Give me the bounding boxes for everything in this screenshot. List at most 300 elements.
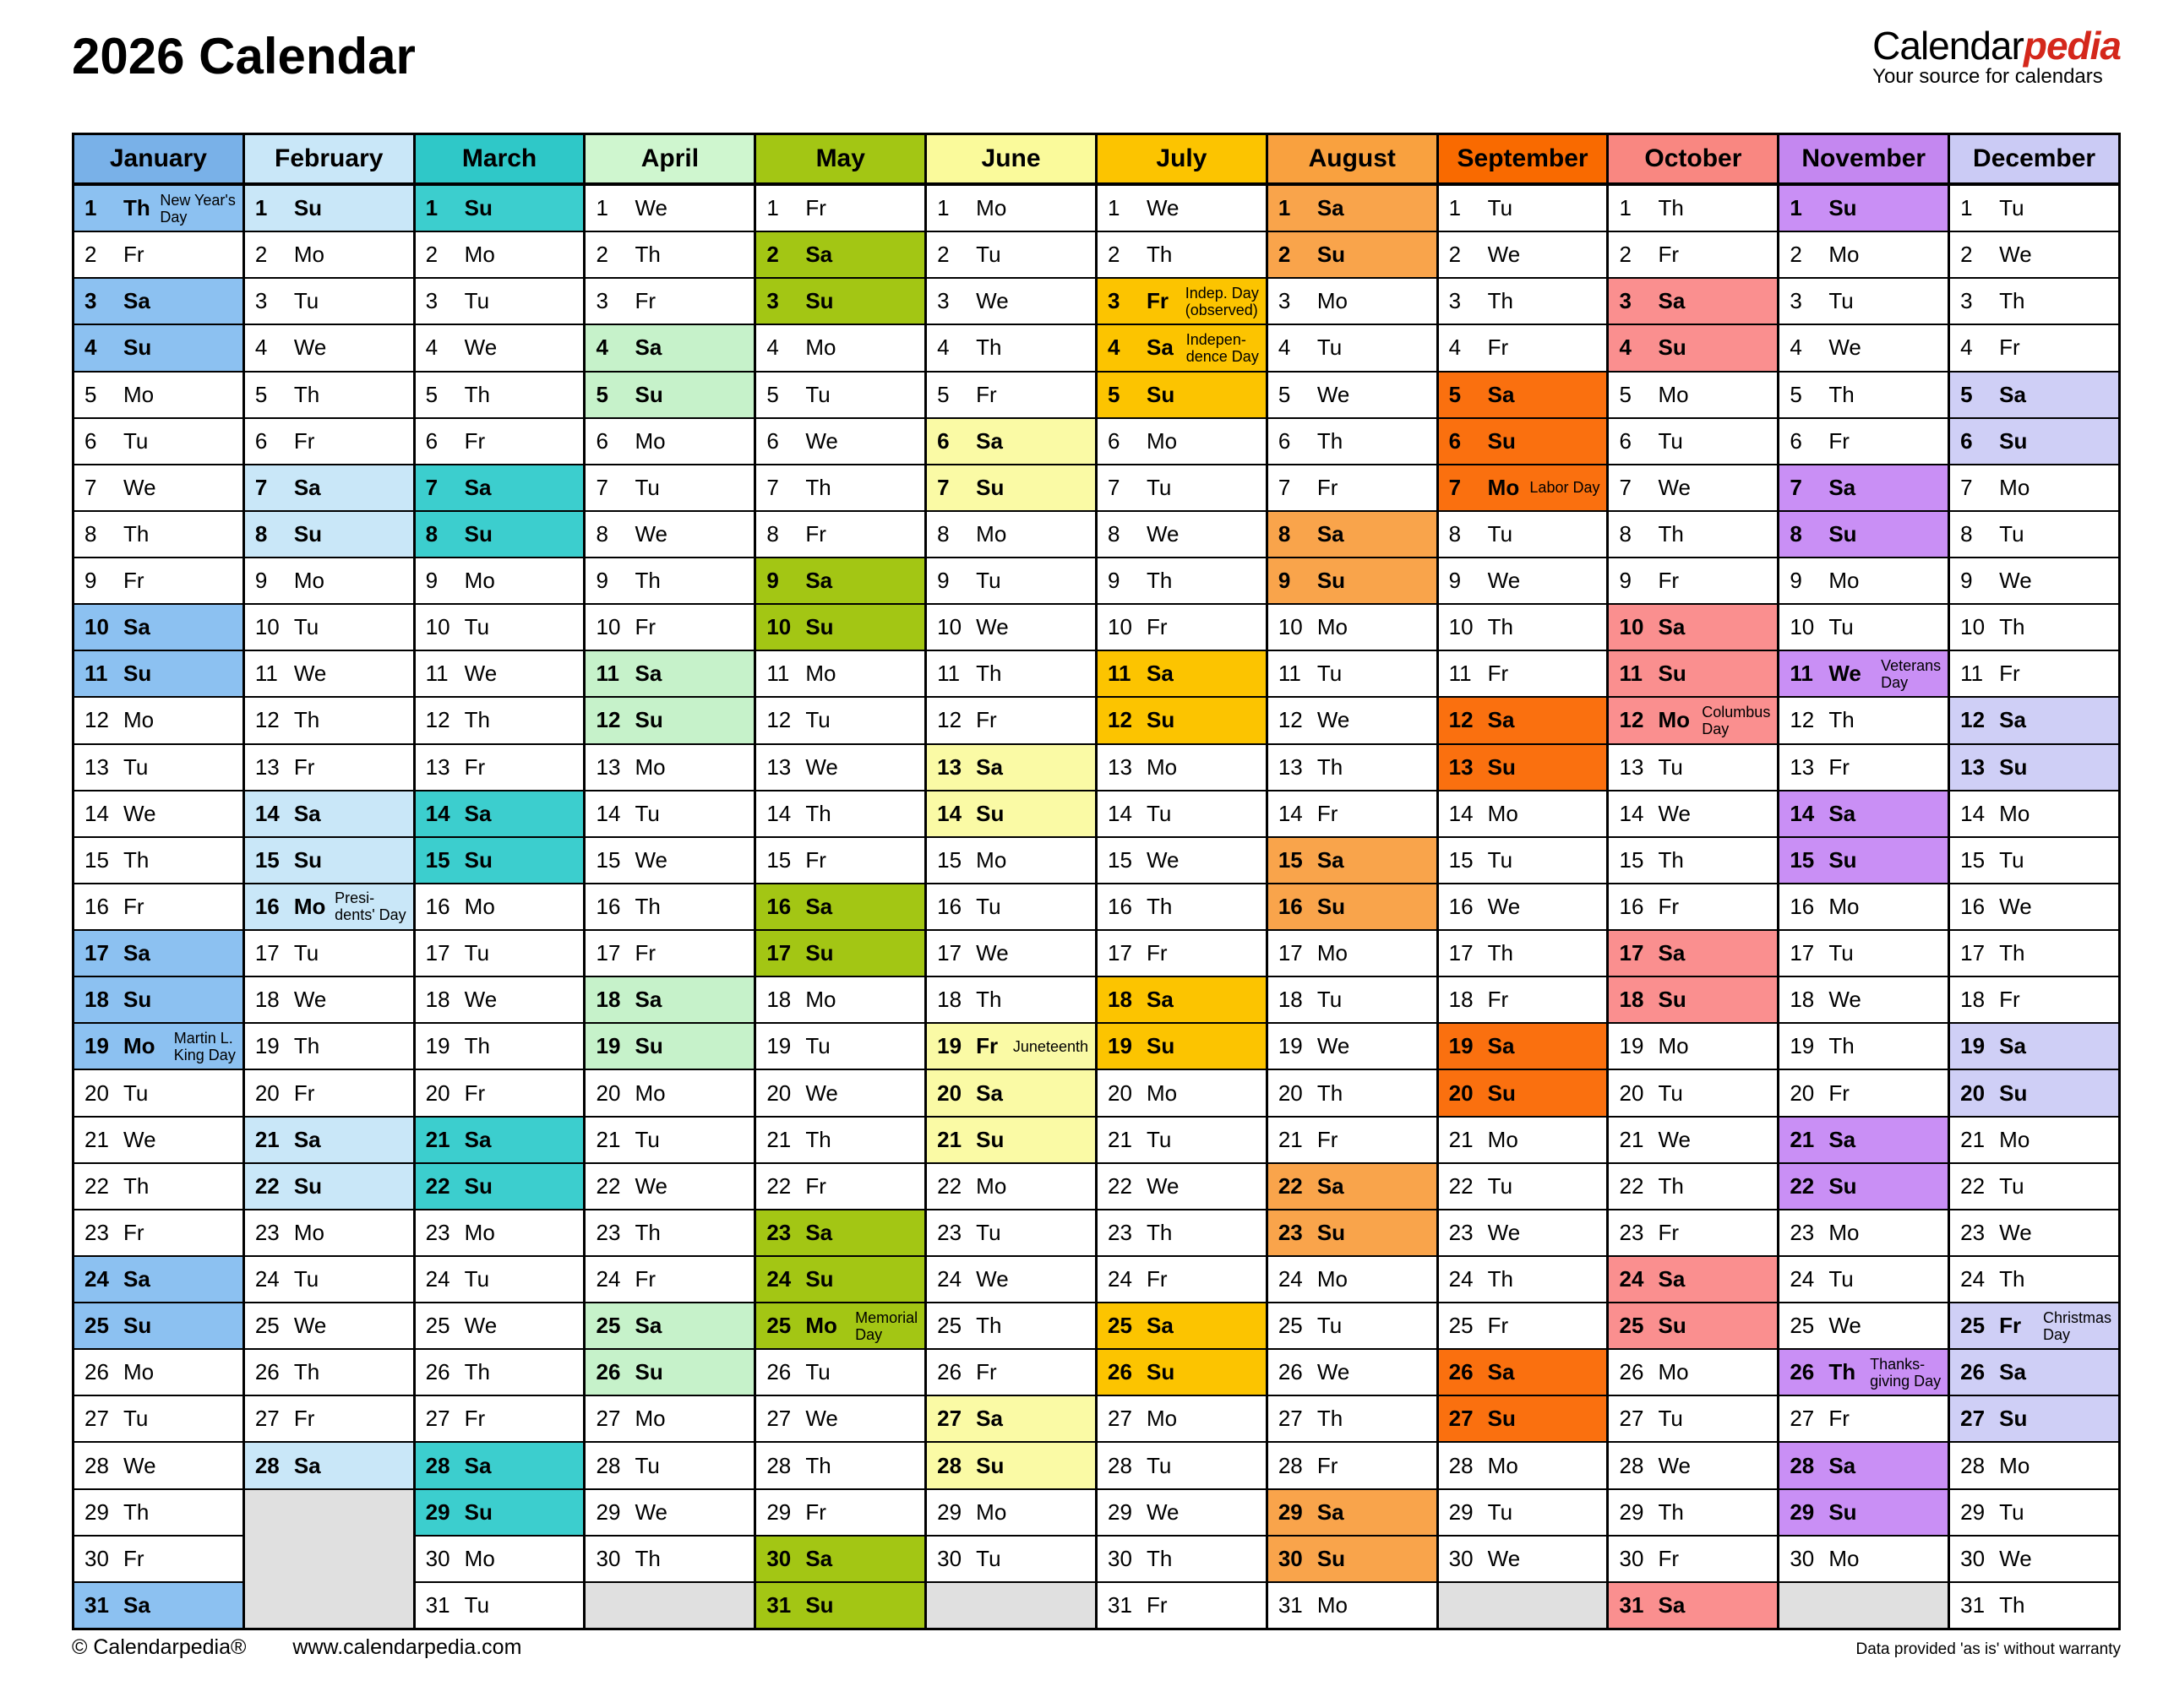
day-number: 4 [1448,335,1462,361]
day-cell-september-19 [1439,1024,1607,1069]
day-cell-april-8 [586,512,754,557]
day-weekday: Th [805,1452,831,1478]
day-cell-june-27 [927,1396,1095,1441]
day-weekday: We [1487,1219,1521,1245]
day-number: 15 [1278,846,1303,873]
day-cell-july-13 [1098,745,1266,790]
day-weekday: We [1999,893,2032,919]
day-cell-september-10 [1439,605,1607,650]
holiday-note: Veterans Day [1881,656,1942,691]
day-cell-january-8 [74,512,242,557]
day-number: 26 [1278,1359,1303,1385]
day-number: 13 [937,753,962,780]
day-number: 18 [254,987,280,1013]
day-cell-april-24 [586,1257,754,1302]
day-weekday: Th [635,242,661,268]
day-cell-december-14 [1950,791,2118,836]
day-weekday: Fr [293,753,315,780]
day-cell-november-29 [1779,1490,1948,1535]
day-number: 5 [766,381,779,407]
day-weekday: Su [805,288,834,314]
day-weekday: Fr [293,1080,315,1106]
day-weekday: Fr [976,707,997,733]
day-number: 1 [1619,195,1632,221]
day-number: 30 [425,1545,450,1571]
day-number: 3 [766,288,779,314]
day-cell-january-2 [74,232,242,277]
day-cell-january-9 [74,558,242,603]
day-number: 10 [596,614,621,640]
day-number: 22 [1960,1172,1986,1199]
day-number: 9 [1619,568,1632,594]
logo-part-pedia: pedia [2023,24,2121,68]
day-weekday: Tu [293,614,319,640]
day-cell-february-11 [245,651,413,696]
day-cell-march-24 [416,1257,584,1302]
day-number: 22 [84,1172,109,1199]
day-number: 29 [1107,1499,1132,1525]
day-weekday: Sa [464,1452,492,1478]
day-cell-december-6 [1950,419,2118,464]
day-weekday: We [805,753,838,780]
day-weekday: Mo [1316,614,1348,640]
day-cell-january-27 [74,1396,242,1441]
day-cell-november-3 [1779,279,1948,324]
day-cell-september-14 [1439,791,1607,836]
day-cell-september-23 [1439,1210,1607,1255]
day-cell-july-24 [1098,1257,1266,1302]
day-number: 24 [1107,1266,1132,1292]
day-cell-november-2 [1779,232,1948,277]
holiday-note: Indepen- dence Day [1185,330,1259,365]
day-weekday: Tu [976,568,1001,594]
day-number: 21 [766,1126,792,1152]
day-cell-february-14 [245,791,413,836]
day-weekday: Th [1487,614,1513,640]
day-weekday: Th [293,1033,320,1059]
day-weekday: Fr [123,568,144,594]
day-number: 23 [1278,1219,1303,1245]
month-header-october: October [1609,135,1777,184]
day-weekday: Sa [1316,1172,1344,1199]
day-number: 23 [1107,1219,1132,1245]
day-number: 1 [937,195,950,221]
day-number: 25 [596,1313,621,1339]
day-cell-august-15 [1268,838,1436,883]
day-weekday: Sa [123,1591,150,1618]
day-number: 11 [1619,661,1643,687]
day-weekday: Sa [1316,846,1344,873]
day-weekday: We [1487,242,1521,268]
day-cell-july-21 [1098,1118,1266,1162]
day-number: 18 [1960,987,1986,1013]
day-cell-august-29 [1268,1490,1436,1535]
day-cell-november-11 [1779,651,1948,696]
day-weekday: We [1658,474,1692,500]
day-number: 5 [937,381,950,407]
day-number: 2 [937,242,950,268]
day-number: 3 [596,288,608,314]
day-weekday: Su [1999,1080,2028,1106]
day-number: 21 [254,1126,280,1152]
day-cell-october-12 [1609,698,1777,742]
day-weekday: Fr [805,1172,826,1199]
day-number: 24 [937,1266,962,1292]
day-weekday: Sa [464,474,492,500]
day-cell-may-22 [756,1164,924,1209]
day-cell-october-18 [1609,977,1777,1022]
day-number: 15 [254,846,280,873]
day-cell-june-29 [927,1490,1095,1535]
day-number: 9 [937,568,950,594]
day-weekday: Mo [1146,1080,1178,1106]
day-cell-october-29 [1609,1490,1777,1535]
day-number: 4 [84,335,97,361]
day-number: 17 [937,940,962,966]
day-cell-january-21 [74,1118,242,1162]
day-weekday: Sa [635,1313,662,1339]
day-weekday: We [635,1172,668,1199]
day-cell-june-14 [927,791,1095,836]
day-weekday: Th [1999,614,2025,640]
day-cell-october-16 [1609,884,1777,929]
day-number: 25 [84,1313,109,1339]
day-weekday: We [1316,1359,1350,1385]
day-number: 13 [84,753,109,780]
day-cell-april-20 [586,1070,754,1115]
day-number: 17 [766,940,792,966]
day-number: 10 [84,614,109,640]
day-cell-april-1 [586,186,754,231]
day-number: 3 [425,288,439,314]
day-weekday: Tu [1828,288,1854,314]
day-number: 22 [1107,1172,1132,1199]
day-cell-june-21 [927,1118,1095,1162]
day-weekday: Sa [1828,1452,1856,1478]
filler-cell-june [927,1583,1095,1628]
day-cell-december-28 [1950,1443,2118,1488]
day-number: 25 [1960,1313,1986,1339]
day-weekday: Fr [464,1406,486,1432]
day-weekday: We [1487,568,1521,594]
filler-cell-february [245,1490,413,1628]
day-cell-october-7 [1609,465,1777,510]
day-weekday: Tu [1146,1126,1172,1152]
day-weekday: Th [635,1219,661,1245]
day-number: 12 [1790,707,1815,733]
day-number: 23 [425,1219,450,1245]
day-weekday: Su [976,1452,1005,1478]
day-cell-february-1 [245,186,413,231]
day-weekday: Fr [805,846,826,873]
day-weekday: Tu [1487,846,1513,873]
disclaimer-text: Data provided 'as is' without warranty [1855,1640,2121,1658]
day-weekday: Th [1487,288,1513,314]
day-cell-september-27 [1439,1396,1607,1441]
day-weekday: Th [1828,707,1855,733]
day-cell-july-28 [1098,1443,1266,1488]
day-weekday: Tu [1146,474,1172,500]
day-number: 30 [1960,1545,1986,1571]
day-number: 20 [1790,1080,1815,1106]
day-number: 2 [1960,242,1973,268]
day-cell-december-23 [1950,1210,2118,1255]
day-cell-december-20 [1950,1070,2118,1115]
day-weekday: Tu [293,288,319,314]
filler-cell-november [1779,1583,1948,1628]
day-number: 27 [1278,1406,1303,1432]
day-weekday: Tu [123,1080,149,1106]
day-cell-september-24 [1439,1257,1607,1302]
day-weekday: Th [635,1545,661,1571]
day-cell-april-10 [586,605,754,650]
day-number: 23 [766,1219,792,1245]
day-cell-march-30 [416,1537,584,1581]
day-cell-november-30 [1779,1537,1948,1581]
day-cell-may-6 [756,419,924,464]
day-weekday: Mo [123,381,155,407]
copyright-text: © Calendarpedia® [72,1635,247,1659]
day-weekday: Th [293,1359,320,1385]
day-number: 26 [1790,1359,1815,1385]
day-cell-january-1 [74,186,242,231]
day-cell-july-7 [1098,465,1266,510]
day-weekday: Tu [464,1266,490,1292]
day-weekday: Mo [635,1406,666,1432]
day-number: 8 [937,520,950,547]
day-weekday: Th [1146,242,1173,268]
day-cell-april-4 [586,325,754,370]
day-cell-june-5 [927,373,1095,417]
day-cell-january-20 [74,1070,242,1115]
day-weekday: Su [464,1499,493,1525]
day-cell-august-27 [1268,1396,1436,1441]
day-weekday: Th [1658,1172,1684,1199]
day-cell-december-11 [1950,651,2118,696]
day-number: 7 [254,474,268,500]
day-number: 27 [1107,1406,1132,1432]
month-header-august: August [1268,135,1436,184]
day-cell-november-21 [1779,1118,1948,1162]
day-weekday: Tu [805,1359,831,1385]
day-weekday: Su [1146,381,1175,407]
day-cell-june-12 [927,698,1095,742]
day-weekday: Su [1828,195,1857,221]
day-cell-december-2 [1950,232,2118,277]
day-weekday: Sa [464,1126,492,1152]
day-weekday: Th [976,1313,1002,1339]
day-cell-november-1 [1779,186,1948,231]
day-cell-june-24 [927,1257,1095,1302]
top-bar [72,14,2121,88]
day-number: 5 [1278,381,1291,407]
day-cell-december-8 [1950,512,2118,557]
day-cell-february-4 [245,325,413,370]
day-number: 5 [1619,381,1632,407]
day-weekday: Tu [635,800,660,826]
day-cell-march-3 [416,279,584,324]
day-number: 25 [254,1313,280,1339]
day-weekday: Fr [1316,1126,1338,1152]
day-weekday: Fr [1146,940,1168,966]
day-number: 8 [596,520,608,547]
day-weekday: Th [1487,1266,1513,1292]
day-cell-may-24 [756,1257,924,1302]
day-weekday: Tu [1316,335,1343,361]
day-number: 31 [84,1591,109,1618]
day-weekday: Su [464,1172,493,1199]
day-number: 24 [1619,1266,1644,1292]
day-weekday: Mo [1316,288,1348,314]
day-number: 29 [596,1499,621,1525]
day-weekday: Sa [635,987,662,1013]
day-weekday: Mo [976,520,1007,547]
day-cell-august-5 [1268,373,1436,417]
day-cell-july-23 [1098,1210,1266,1255]
day-number: 13 [425,753,450,780]
day-weekday: We [1999,242,2032,268]
day-cell-january-26 [74,1350,242,1395]
day-number: 15 [1107,846,1132,873]
day-number: 1 [1790,195,1802,221]
day-number: 22 [1278,1172,1303,1199]
day-weekday: Su [976,474,1005,500]
day-weekday: Sa [1487,1359,1515,1385]
day-cell-march-22 [416,1164,584,1209]
day-weekday: We [1999,568,2032,594]
day-number: 12 [1619,707,1644,733]
day-cell-september-30 [1439,1537,1607,1581]
day-cell-december-21 [1950,1118,2118,1162]
day-weekday: Mo [1999,800,2030,826]
day-cell-june-18 [927,977,1095,1022]
day-number: 24 [254,1266,280,1292]
month-header-september: September [1439,135,1607,184]
day-number: 13 [254,753,280,780]
day-weekday: We [293,1313,327,1339]
day-weekday: Su [123,335,152,361]
day-number: 3 [1960,288,1973,314]
day-number: 17 [596,940,621,966]
day-weekday: Th [1146,893,1173,919]
holiday-note: Memorial Day [855,1308,918,1343]
day-cell-june-3 [927,279,1095,324]
day-cell-march-9 [416,558,584,603]
day-weekday: We [805,427,838,454]
day-number: 27 [596,1406,621,1432]
day-number: 4 [1790,335,1802,361]
day-cell-january-11 [74,651,242,696]
day-number: 6 [1960,427,1973,454]
day-cell-july-14 [1098,791,1266,836]
day-cell-december-27 [1950,1396,2118,1441]
day-number: 22 [1790,1172,1815,1199]
day-weekday: Mo [1828,568,1860,594]
day-cell-october-24 [1609,1257,1777,1302]
day-cell-may-28 [756,1443,924,1488]
day-weekday: Mo [1828,1219,1860,1245]
day-cell-november-25 [1779,1303,1948,1348]
day-weekday: Tu [1487,195,1513,221]
day-cell-february-20 [245,1070,413,1115]
day-number: 22 [1619,1172,1644,1199]
day-number: 23 [1619,1219,1644,1245]
day-weekday: Mo [464,568,495,594]
day-number: 19 [1278,1033,1303,1059]
day-cell-march-11 [416,651,584,696]
day-weekday: Th [1146,1219,1173,1245]
day-weekday: Tu [1828,940,1854,966]
day-weekday: Th [976,335,1002,361]
day-number: 19 [1107,1033,1132,1059]
day-cell-september-4 [1439,325,1607,370]
day-cell-july-2 [1098,232,1266,277]
website-text: www.calendarpedia.com [292,1635,522,1659]
day-weekday: We [1316,1033,1350,1059]
day-weekday: Sa [1999,381,2026,407]
day-weekday: Su [293,1172,323,1199]
day-number: 30 [1448,1545,1474,1571]
day-number: 7 [1107,474,1120,500]
day-cell-august-31 [1268,1583,1436,1628]
day-number: 3 [937,288,950,314]
day-weekday: Su [805,1591,834,1618]
day-number: 11 [937,661,961,687]
day-number: 12 [1960,707,1986,733]
day-number: 17 [1790,940,1815,966]
day-weekday: Su [1487,1406,1516,1432]
day-number: 15 [1960,846,1986,873]
day-weekday: Th [1828,381,1855,407]
holiday-note: Columbus Day [1702,703,1771,737]
day-number: 6 [596,427,608,454]
day-number: 29 [766,1499,792,1525]
day-cell-april-30 [586,1537,754,1581]
day-weekday: Th [464,381,490,407]
day-weekday: We [805,1080,838,1106]
day-cell-may-30 [756,1537,924,1581]
day-cell-december-19 [1950,1024,2118,1069]
day-weekday: Fr [123,1545,144,1571]
day-weekday: Mo [123,707,155,733]
holiday-note: Indep. Day (observed) [1185,284,1259,318]
day-weekday: Th [123,520,150,547]
day-number: 9 [1278,568,1291,594]
day-cell-january-5 [74,373,242,417]
day-cell-december-16 [1950,884,2118,929]
day-cell-august-8 [1268,512,1436,557]
day-number: 28 [1619,1452,1644,1478]
day-number: 20 [1619,1080,1644,1106]
day-weekday: Th [1316,753,1343,780]
day-weekday: Sa [635,335,662,361]
day-cell-february-16 [245,884,413,929]
day-cell-february-5 [245,373,413,417]
day-cell-august-12 [1268,698,1436,742]
day-cell-october-17 [1609,931,1777,976]
day-number: 7 [596,474,608,500]
day-cell-december-10 [1950,605,2118,650]
day-cell-august-1 [1268,186,1436,231]
day-cell-may-2 [756,232,924,277]
day-weekday: Fr [1999,335,2020,361]
day-number: 31 [1107,1591,1132,1618]
day-number: 4 [937,335,950,361]
day-weekday: Sa [1146,987,1174,1013]
day-number: 8 [425,520,439,547]
day-weekday: Th [123,846,150,873]
day-weekday: We [1146,195,1180,221]
